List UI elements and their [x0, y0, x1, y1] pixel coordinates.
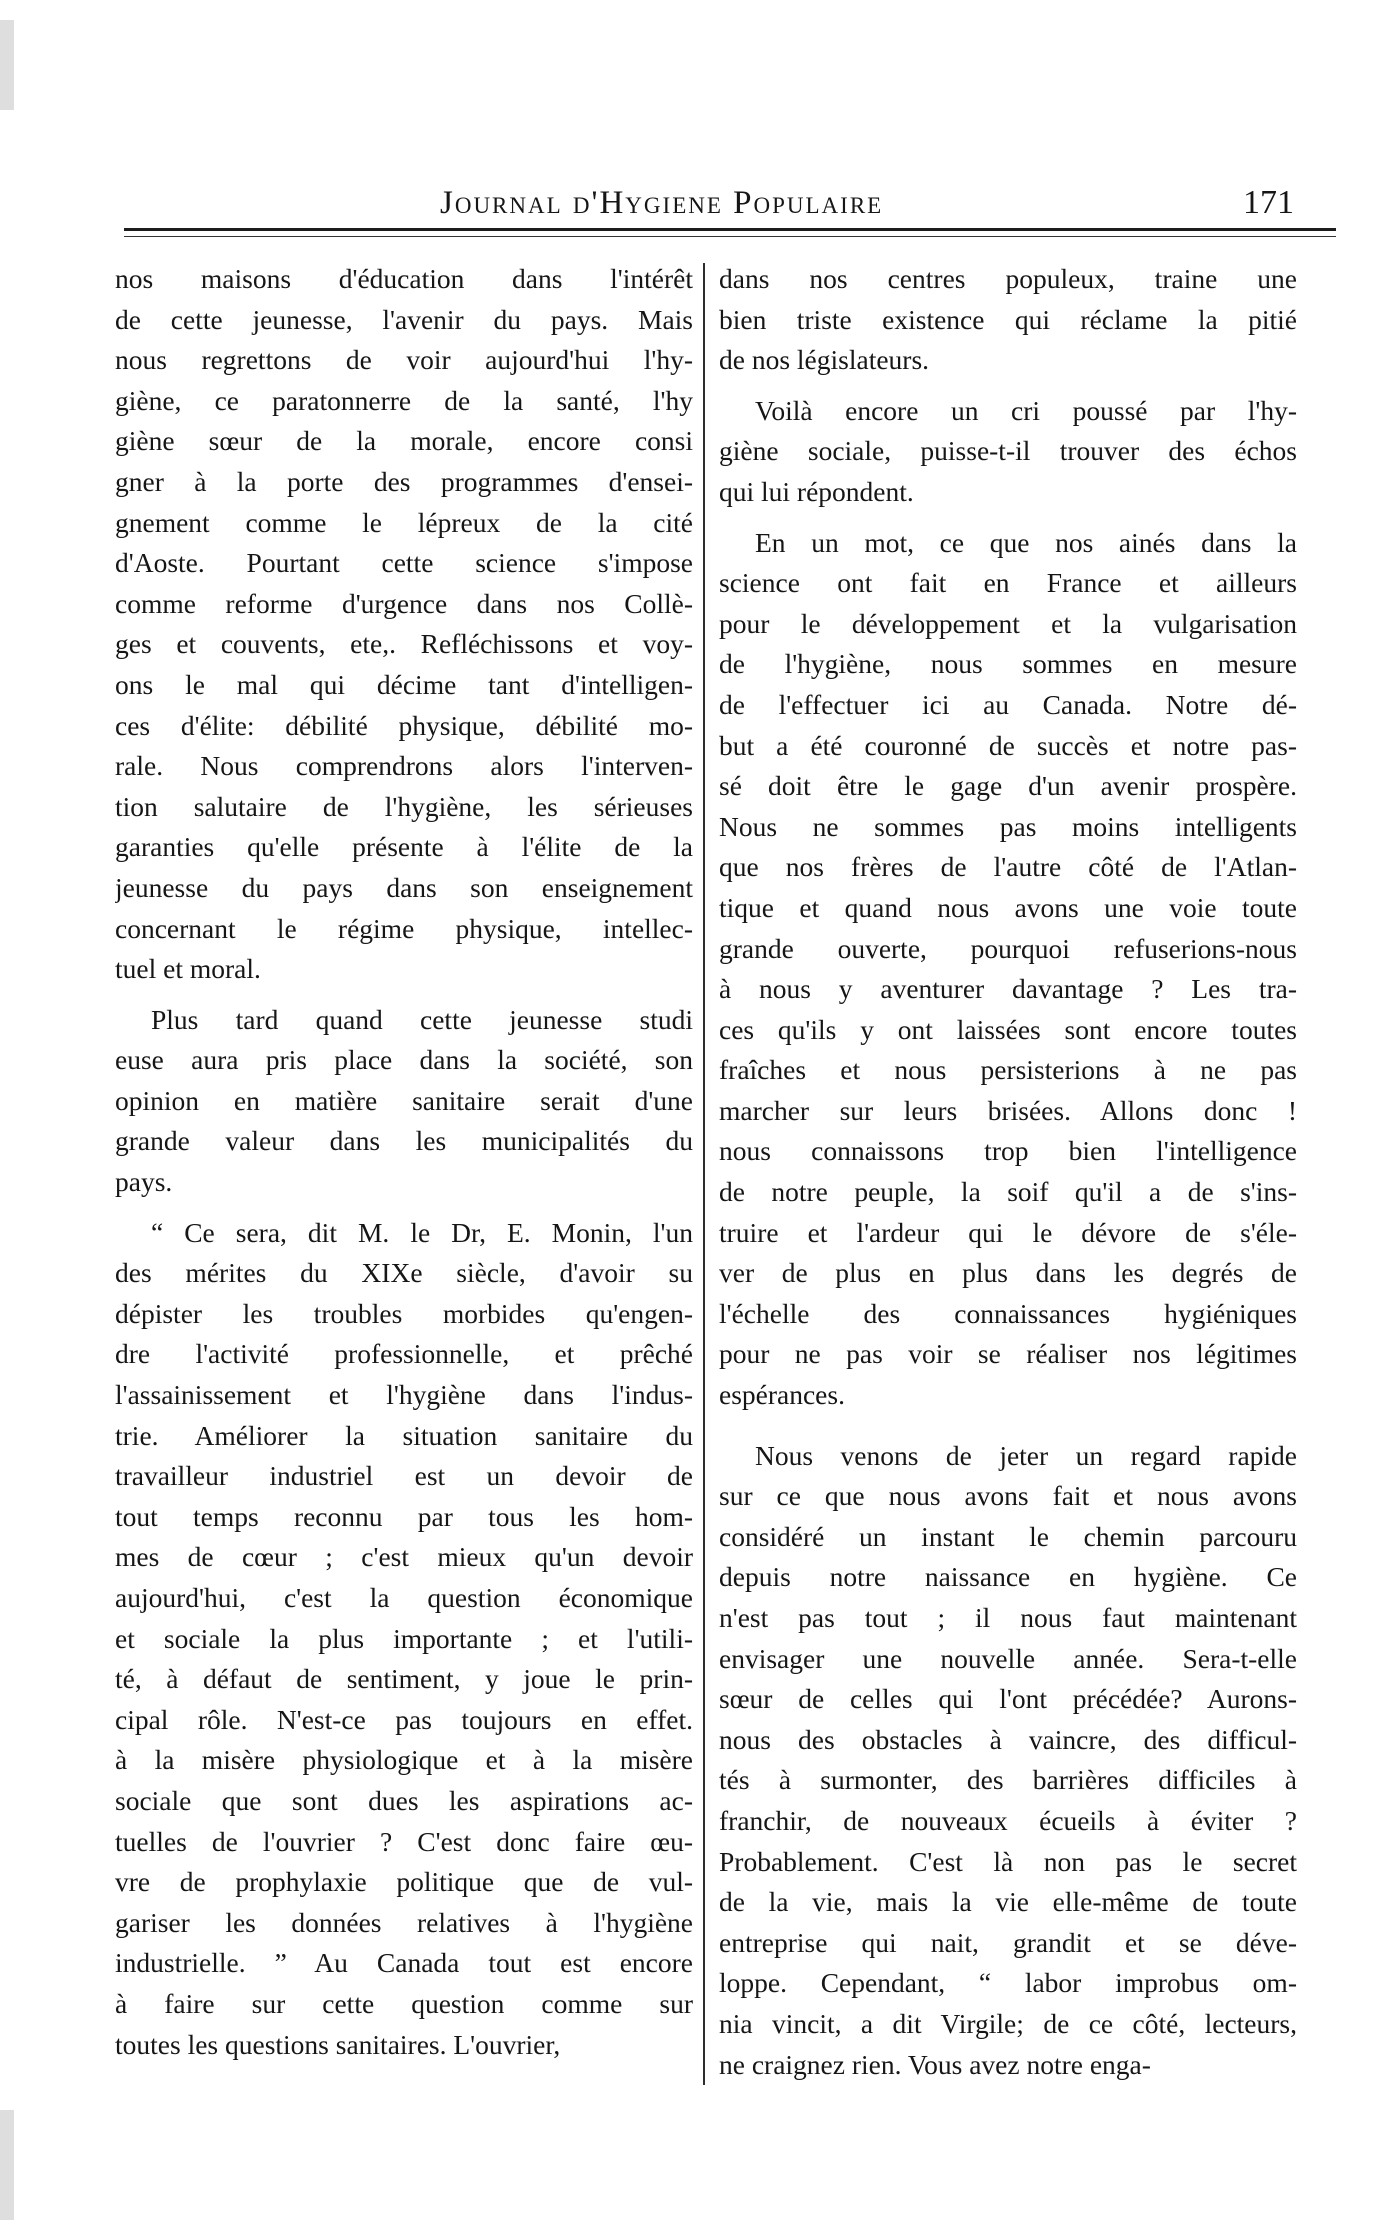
text-line: mes de cœur ; c'est mieux qu'un devoir: [115, 1541, 693, 1573]
text-line: jeunesse du pays dans son enseignement: [115, 871, 693, 903]
text-line: sœur de celles qui l'ont précédée? Aurons-: [719, 1683, 1297, 1715]
text-line: espérances.: [719, 1379, 845, 1411]
text-line: nous regrettons de voir aujourd'hui l'hy-: [115, 344, 693, 376]
text-line: des mérites du XIXe siècle, d'avoir su: [115, 1257, 693, 1289]
text-line: à la misère physiologique et à la misère: [115, 1744, 693, 1776]
text-line: grande ouverte, pourquoi refuserions-nous: [719, 932, 1297, 964]
text-line: n'est pas tout ; il nous faut maintenant: [719, 1602, 1297, 1633]
text-line: aujourd'hui, c'est la question économique: [115, 1582, 693, 1613]
text-line: sé doit être le gage d'un avenir prospère.: [719, 770, 1297, 802]
text-line: giène, ce paratonnerre de la santé, l'hy: [115, 384, 693, 416]
text-line: giène sœur de la morale, encore consi: [115, 425, 693, 457]
text-line: entreprise qui nait, grandit et se déve-: [719, 1926, 1297, 1958]
text-line: garanties qu'elle présente à l'élite de la: [115, 831, 693, 863]
running-head: [124, 182, 1294, 224]
text-line: Nous ne sommes pas moins intelligents: [719, 810, 1297, 842]
text-line: nous des obstacles à vaincre, des difficul-: [719, 1723, 1297, 1755]
text-line: En un mot, ce que nos ainés dans la: [755, 526, 1297, 558]
text-line: Plus tard quand cette jeunesse studi: [151, 1003, 693, 1035]
text-line: à faire sur cette question comme sur: [115, 1987, 693, 2019]
text-line: dre l'activité professionnelle, et prêché: [115, 1338, 693, 1370]
text-line: considéré un instant le chemin parcouru: [719, 1520, 1297, 1552]
text-line: et sociale la plus importante ; et l'utili-: [115, 1622, 693, 1654]
text-line: science ont fait en France et ailleurs: [719, 567, 1297, 599]
text-line: de la vie, mais la vie elle-même de toute: [719, 1886, 1297, 1918]
text-line: que nos frères de l'autre côté de l'Atlan-: [719, 851, 1297, 883]
header-rule: [124, 228, 1336, 231]
text-line: de notre peuple, la soif qu'il a de s'ins-: [719, 1176, 1297, 1208]
text-line: l'assainissement et l'hygiène dans l'indus-: [115, 1379, 693, 1411]
text-line: truire et l'ardeur qui le dévore de s'éle-: [719, 1216, 1297, 1248]
text-line: d'Aoste. Pourtant cette science s'impose: [115, 547, 693, 579]
page-edge-shadow: [0, 20, 14, 110]
text-line: fraîches et nous persisterions à ne pas: [719, 1054, 1297, 1086]
page-number: 171: [1243, 184, 1294, 221]
text-line: pour ne pas voir se réaliser nos légitimes: [719, 1338, 1297, 1370]
text-line: bien triste existence qui réclame la pitié: [719, 303, 1297, 335]
paragraph: [719, 1436, 1297, 2086]
text-line: dans nos centres populeux, traine une: [719, 263, 1297, 294]
text-line: ces d'élite: débilité physique, débilité mo-: [115, 709, 693, 741]
text-line: euse aura pris place dans la société, son: [115, 1044, 693, 1076]
text-line: comme reforme d'urgence dans nos Collè-: [115, 587, 693, 619]
text-line: toutes les questions sanitaires. L'ouvrier,: [115, 2028, 561, 2060]
text-line: sur ce que nous avons fait et nous avons: [719, 1480, 1297, 1512]
text-line: giène sociale, puisse-t-il trouver des échos: [719, 435, 1297, 467]
text-line: ons le mal qui décime tant d'intelligen-: [115, 668, 693, 700]
right-column: [719, 259, 1297, 2085]
text-line: nia vincit, a dit Virgile; de ce côté, lecteurs,: [719, 2007, 1297, 2039]
text-line: “ Ce sera, dit M. le Dr, E. Monin, l'un: [151, 1216, 693, 1248]
text-line: grande valeur dans les municipalités du: [115, 1125, 693, 1157]
paragraph: [719, 391, 1297, 513]
text-line: de l'effectuer ici au Canada. Notre dé-: [719, 688, 1297, 720]
column-divider: [703, 263, 705, 2085]
text-line: franchir, de nouveaux écueils à éviter ?: [719, 1804, 1297, 1836]
text-line: pour le développement et la vulgarisation: [719, 607, 1297, 639]
text-line: loppe. Cependant, “ labor improbus om-: [719, 1967, 1297, 1999]
text-line: gner à la porte des programmes d'ensei-: [115, 465, 693, 497]
text-line: pays.: [115, 1166, 173, 1198]
text-line: gnement comme le lépreux de la cité: [115, 506, 693, 538]
text-line: Nous venons de jeter un regard rapide: [755, 1439, 1297, 1471]
text-line: tique et quand nous avons une voie toute: [719, 891, 1297, 923]
text-line: envisager une nouvelle année. Sera-t-elle: [719, 1642, 1297, 1674]
paragraph: [115, 259, 693, 990]
text-line: l'échelle des connaissances hygiéniques: [719, 1297, 1297, 1329]
text-line: dépister les troubles morbides qu'engen-: [115, 1297, 693, 1329]
text-line: vre de prophylaxie politique que de vul-: [115, 1866, 693, 1898]
text-line: trie. Améliorer la situation sanitaire du: [115, 1419, 693, 1451]
text-line: de cette jeunesse, l'avenir du pays. Mais: [115, 303, 693, 335]
text-line: ges et couvents, ete,. Refléchissons et voy-: [115, 628, 693, 660]
journal-title: Journal d'Hygiene Populaire: [440, 185, 884, 221]
text-line: rale. Nous comprendrons alors l'interven-: [115, 750, 693, 782]
text-line: cipal rôle. N'est-ce pas toujours en effet.: [115, 1703, 693, 1735]
text-line: nos maisons d'éducation dans l'intérêt: [115, 263, 693, 294]
text-line: de l'hygiène, nous sommes en mesure: [719, 648, 1297, 680]
text-line: concernant le régime physique, intellec-: [115, 912, 693, 944]
text-line: ne craignez rien. Vous avez notre enga-: [719, 2048, 1151, 2080]
text-line: Voilà encore un cri poussé par l'hy-: [755, 394, 1297, 426]
text-line: sociale que sont dues les aspirations ac-: [115, 1784, 693, 1816]
text-line: depuis notre naissance en hygiène. Ce: [719, 1561, 1297, 1593]
page-edge-shadow: [0, 2110, 14, 2220]
left-column: [115, 259, 693, 2065]
text-line: tuel et moral.: [115, 953, 261, 985]
paragraph: [115, 1213, 693, 2065]
text-line: tuelles de l'ouvrier ? C'est donc faire œu-: [115, 1825, 693, 1857]
paragraph: [719, 259, 1297, 381]
paragraph: [719, 523, 1297, 1416]
text-line: à nous y aventurer davantage ? Les tra-: [719, 973, 1297, 1005]
text-line: gariser les données relatives à l'hygiène: [115, 1906, 693, 1938]
text-line: qui lui répondent.: [719, 475, 914, 507]
text-line: travailleur industriel est un devoir de: [115, 1460, 693, 1492]
text-line: industrielle. ” Au Canada tout est encore: [115, 1947, 693, 1979]
paragraph: [115, 1000, 693, 1203]
text-line: tés à surmonter, des barrières difficiles à: [719, 1764, 1297, 1796]
header-rule-thin: [124, 236, 1336, 237]
text-line: ces qu'ils y ont laissées sont encore toutes: [719, 1013, 1297, 1045]
text-line: ver de plus en plus dans les degrés de: [719, 1257, 1297, 1289]
text-line: marcher sur leurs brisées. Allons donc !: [719, 1094, 1297, 1126]
text-line: tout temps reconnu par tous les hom-: [115, 1500, 693, 1532]
text-line: opinion en matière sanitaire serait d'une: [115, 1084, 693, 1116]
text-line: de nos législateurs.: [719, 344, 930, 376]
text-line: tion salutaire de l'hygiène, les sérieuses: [115, 790, 693, 822]
text-line: Probablement. C'est là non pas le secret: [719, 1845, 1297, 1877]
text-line: té, à défaut de sentiment, y joue le prin-: [115, 1663, 693, 1695]
text-line: nous connaissons trop bien l'intelligence: [719, 1135, 1297, 1167]
text-line: but a été couronné de succès et notre pas-: [719, 729, 1297, 761]
